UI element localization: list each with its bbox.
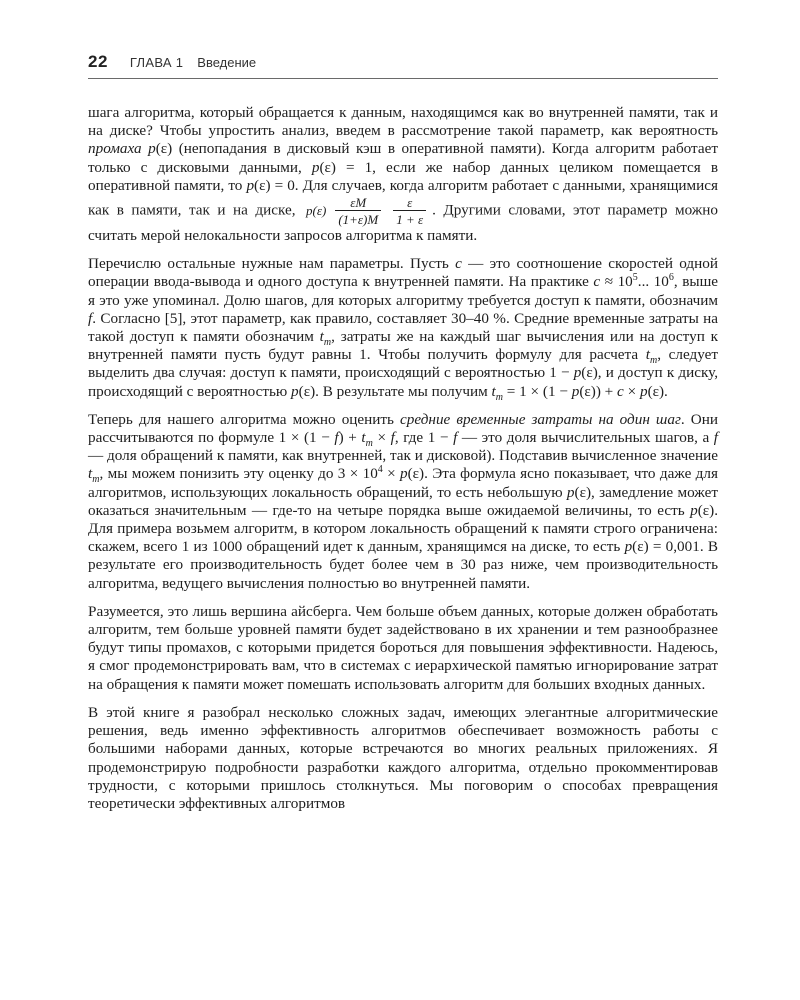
formula-fraction-1: $\frac{\varepsilon M}{(1+\varepsilon)M}$ — [335, 195, 381, 227]
paragraph-1: шага алгоритма, который обращается к данным, находящимся как во внутренней памяти, так и на диске? Чтобы упростить анализ, введем в рассмотрение такой параметр, как вероятность промаха p(ε) (непопадания в дисковый кэш в оперативной памяти). Когда алгоритм работает только с дисковыми данными, p(ε) = 1, если же набор данных целиком помещается в оперативной памяти, то p(ε) = 0. Для случаев, когда алгоритм работает с данными, хранящимися как в памяти, так и на диске, p(ε) $\frac{\varepsilon M}{(1+\varepsilon)M}$ $\frac{\varepsilon}{1 + \varepsilon}$ . Другими словами, этот параметр можно считать мерой нелокальности запросов алгоритма к памяти. — [88, 104, 719, 245]
header-rule — [88, 78, 718, 79]
running-header — [88, 52, 718, 74]
page-number: 22 — [88, 52, 108, 71]
paragraph-5: В этой книге я разобрал несколько сложных задач, имеющих элегантные алгоритмические решения, ведь именно эффективность алгоритмов обеспечивает возможность работы с большими наборами данных, которые встречаются во многих реальных приложениях. Я продемонстрирую подробности разработки каждого алгоритма, отдельно прокомментировав трудности, с которыми пришлось столкнуться. Мы поговорим о способах превращения теоретически эффективных алгоритмов — [88, 703, 718, 812]
formula-fraction-2: $\frac{\varepsilon}{1 + \varepsilon}$ — [393, 195, 426, 227]
body-text — [88, 104, 718, 823]
paragraph-3: Теперь для нашего алгоритма можно оценить средние временные затраты на один шаг. Они рассчитываются по формуле $1 \times (1 - f) + t_m \times f$, где 1 − f — это доля вычислительных шагов, а f — доля обращений к памяти, как внутренней, так и дисковой). Подставив вычисленное значение $t_m$, мы можем понизить эту оценку до $3 \times 10^4 \times p(\varepsilon)$. Эта формула ясно показывает, что даже для алгоритмов, использующих локальность обращений, то есть небольшую p(ε), замедление может оказаться значительным — где-то на четыре порядка выше ожидаемой величины, то есть p(ε). Для примера возьмем алгоритм, в котором локальность обращений к памяти строго ограничена: скажем, всего 1 из 1000 обращений идет к данным, хранящимся на диске, то есть p(ε) = 0,001. В результате его производительность будет более чем в 30 раз ниже, чем производительность алгоритма, ведущего вычисления полностью во внутренней памяти. — [88, 410, 719, 592]
chapter-title: Введение — [197, 55, 257, 70]
chapter-label: ГЛАВА 1 — [129, 55, 184, 70]
formula-p-epsilon: p(ε) — [306, 202, 327, 218]
paragraph-2: Перечислю остальные нужные нам параметры. Пусть c — это соотношение скоростей одной операции ввода-вывода и одного доступа к внутренней памяти. На практике $c \approx 10^5$... $10^6$, выше я это уже упоминал. Долю шагов, для которых алгоритму требуется доступ к памяти, обозначим f. Согласно [5], этот параметр, как правило, составляет 30–40 %. Средние временные затраты на такой доступ к памяти обозначим $t_m$, затраты же на каждый шаг вычисления или на доступ к внутренней памяти пусть будут равны 1. Чтобы получить формулу для расчета $t_m$, следует выделить два случая: доступ к памяти, происходящий с вероятностью 1 − p(ε), и доступ к диску, происходящий с вероятностью p(ε). В результате мы получим $t_m = 1 \times (1 - p(\varepsilon)) + c \times p(\varepsilon)$. — [88, 255, 719, 403]
paragraph-4: Разумеется, это лишь вершина айсберга. Чем больше объем данных, которые должен обработать алгоритм, тем больше уровней памяти будет задействовано в их хранении и тем разнообразнее будут типы промахов, с которыми придется бороться для повышения эффективности. Надеюсь, я смог продемонстрировать вам, что в системах с иерархической памятью игнорирование затрат на обращения к памяти может помешать использовать алгоритм для больших входных данных. — [88, 602, 718, 693]
